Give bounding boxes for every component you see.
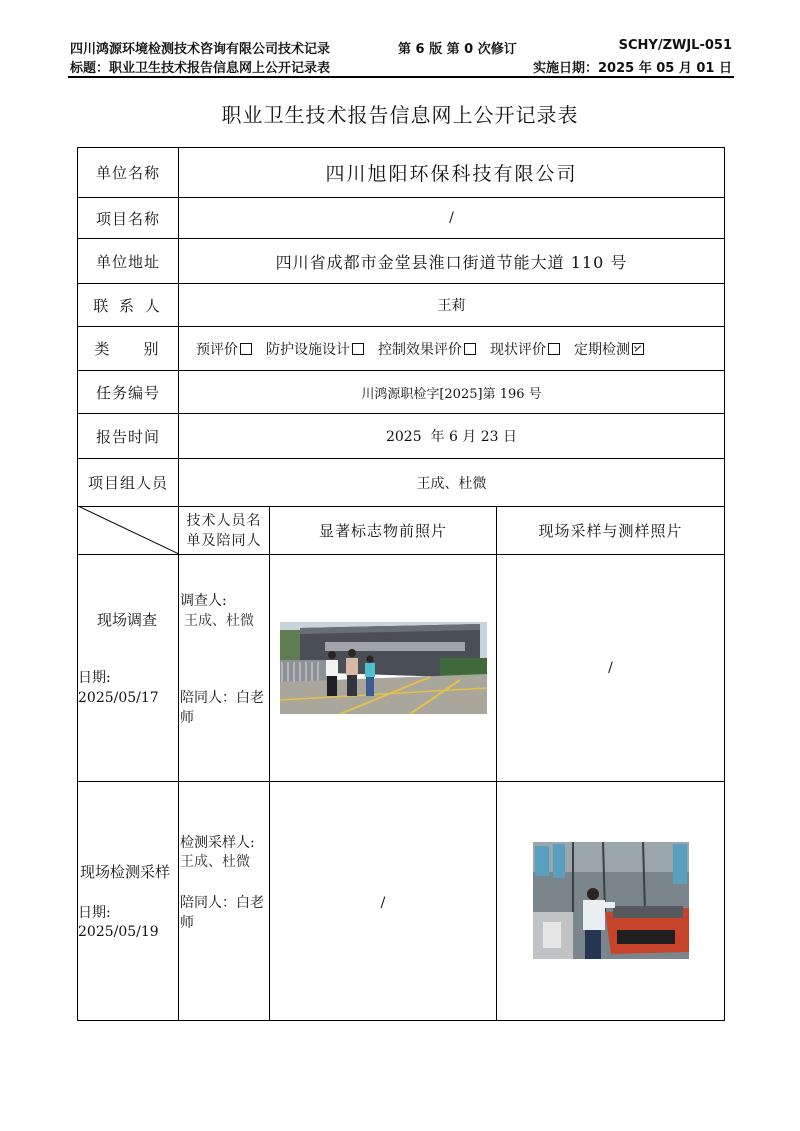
task-no-value: 川鸿源职检字[2025]第 196 号 [361,386,542,402]
option-pre-evaluation: 预评价 [196,341,238,358]
doc-header-row2 [70,57,732,75]
record-table [77,147,725,1021]
subject-text: 标题：职业卫生技术报告信息网上公开记录表 [70,61,331,76]
investigator-names: 王成、杜微 [184,613,254,629]
checkbox-control-effect[interactable] [464,343,476,355]
checkbox-status-evaluation[interactable] [548,343,560,355]
option-control-effect: 控制效果评价 [378,341,462,358]
staff-col-header: 技术人员名单及陪同人 [186,512,262,549]
sampling-date: 2025/05/19 [78,924,159,940]
task-no-label: 任务编号 [95,383,160,402]
page-title: 职业卫生技术报告信息网上公开记录表 [221,103,579,127]
row-divider [78,781,724,782]
category-options [179,327,724,370]
sampling-title: 现场检测采样 [80,863,171,881]
landmark-photo-col-header: 显著标志物前照片 [318,522,447,540]
checkbox-protective-design[interactable] [352,343,364,355]
checkbox-periodic-detection-checked[interactable] [632,343,644,355]
option-periodic-detection: 定期检测 [574,341,630,358]
option-status-evaluation: 现状评价 [490,341,546,358]
team-label: 项目组人员 [87,474,168,492]
unit-address-value: 四川省成都市金堂县淮口街道节能大道 110 号 [275,252,628,272]
effective-date-text: 实施日期：2025 年 05 月 01 日 [533,61,732,76]
sampling-companion: 陪同人：白老师 [180,895,264,931]
row-divider [78,554,724,555]
sampler-names: 王成、杜微 [180,854,250,870]
survey-landmark-photo [280,622,487,714]
sampling-landmark-photo-placeholder: / [380,895,386,911]
checkbox-pre-evaluation[interactable] [240,343,252,355]
diagonal-header-cell [78,506,179,554]
contact-value: 王莉 [437,298,466,314]
sampling-site-photo [533,842,689,959]
unit-name-label: 单位名称 [95,164,160,182]
col-divider [496,506,497,1020]
doc-code-text: SCHY/ZWJL-051 [618,38,732,53]
survey-companion: 陪同人：白老师 [180,690,264,726]
investigator-label: 调查人: [180,593,227,609]
company-record-text: 四川鸿源环境检测技术咨询有限公司技术记录 [70,42,331,57]
sampling-date-label: 日期: [78,905,111,921]
survey-title: 现场调查 [97,611,158,629]
survey-sampling-photo-placeholder: / [608,660,613,676]
col-divider [269,506,270,1020]
survey-date-label: 日期: [78,670,111,686]
sampling-photo-col-header: 现场采样与测样照片 [538,522,683,540]
unit-name-value: 四川旭阳环保科技有限公司 [325,163,578,185]
report-time-value: 2025 年 6 月 23 日 [385,429,518,445]
sampler-label: 检测采样人: [180,835,255,851]
project-name-value: / [449,210,454,226]
contact-label: 联 系 人 [93,296,163,315]
doc-header-row1 [70,38,732,56]
category-label: 类 别 [94,340,162,358]
option-protective-design: 防护设施设计 [266,341,350,358]
version-text: 第 6 版 第 0 次修订 [398,42,517,57]
header-divider [68,76,734,78]
project-name-label: 项目名称 [95,209,160,228]
report-time-label: 报告时间 [95,427,160,446]
team-value: 王成、杜微 [416,475,487,492]
survey-date: 2025/05/17 [78,690,159,706]
unit-address-label: 单位地址 [95,252,160,271]
